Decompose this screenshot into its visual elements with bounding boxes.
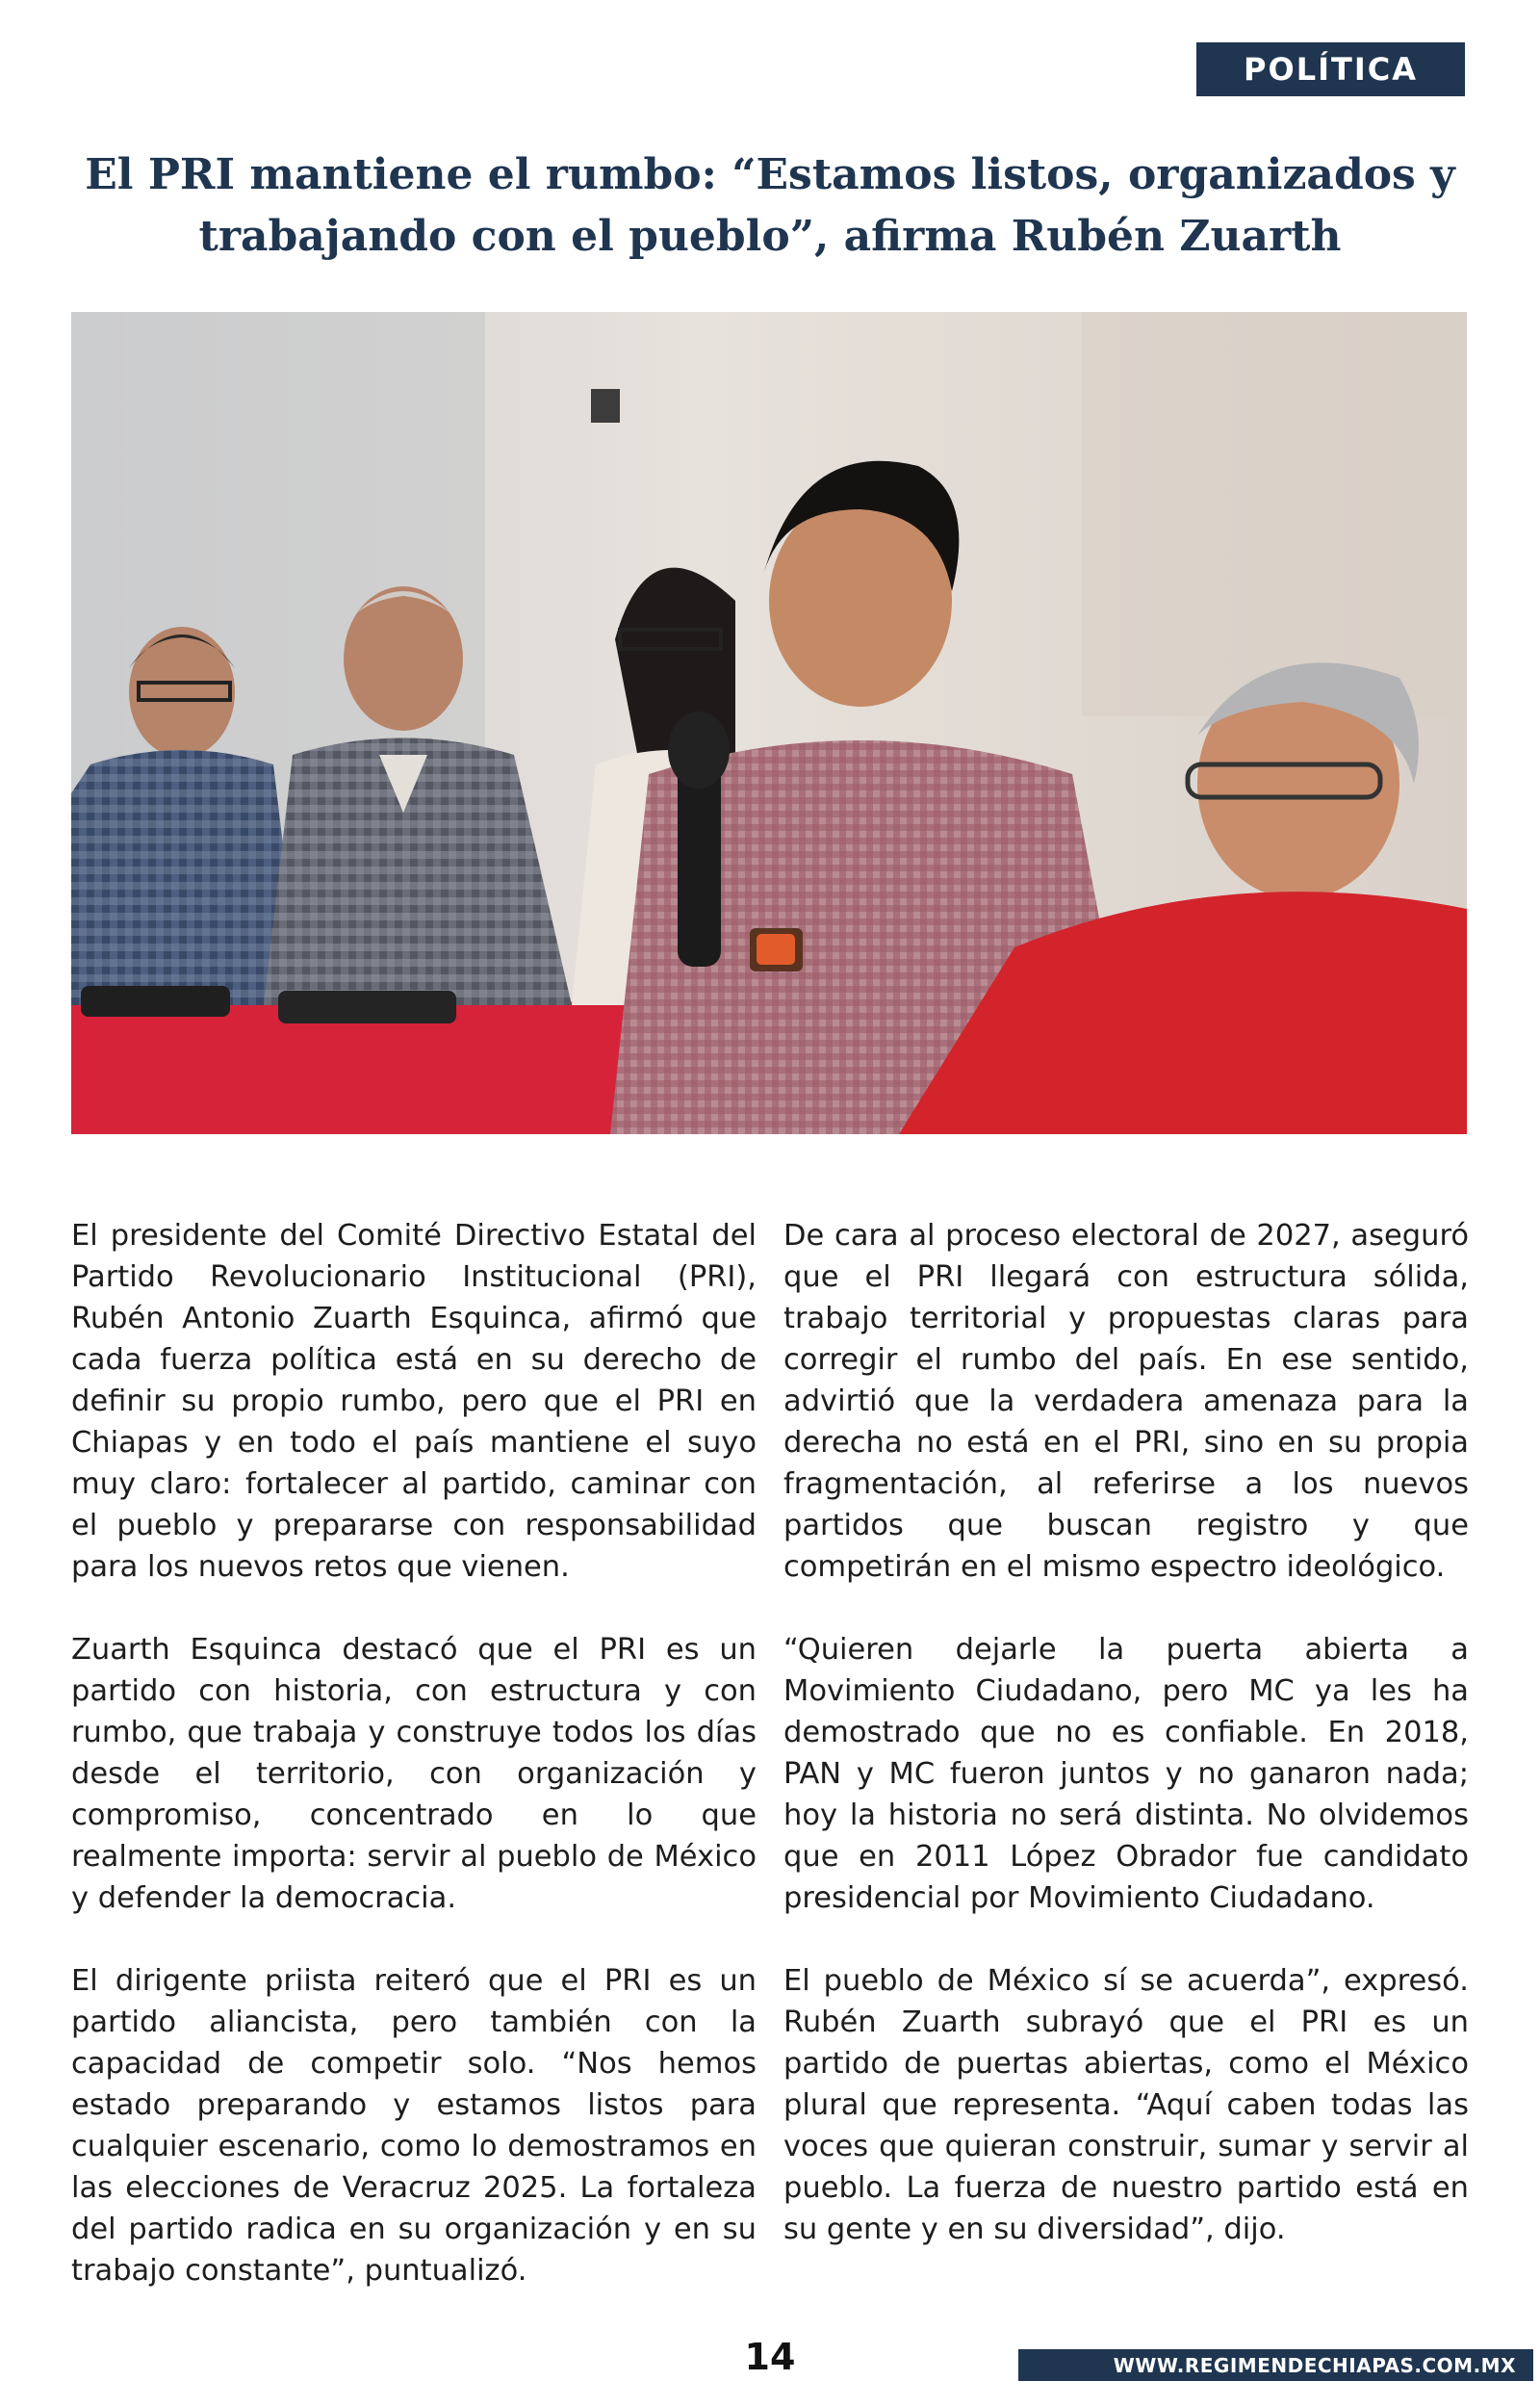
press-conference-illustration	[71, 312, 1467, 1134]
article-photo	[71, 312, 1467, 1134]
article-paragraph: El dirigente priista reiteró que el PRI es un partido aliancista, pero también con la capacidad de competir solo. “Nos hemos estado preparando y estamos listos para cualquier escenario, como lo demostramos en las elecciones de Veracruz 2025. La fortaleza del partido radica en su organización y en su trabajo constante”, puntualizó.	[71, 1964, 757, 2288]
website-url[interactable]: WWW.REGIMENDECHIAPAS.COM.MX	[1018, 2349, 1533, 2381]
article-paragraph: El presidente del Comité Directivo Estatal del Partido Revolucionario Institucional (PRI), Rubén Antonio Zuarth Esquinca, afirmó que cada fuerza política está en su derecho de definir su propio rumbo, pero que el PRI en Chiapas y en todo el país mantiene el suyo muy claro: fortalecer al partido, caminar con el pueblo y prepararse con responsabilidad para los nuevos retos que vienen.	[71, 1219, 757, 1584]
article-paragraph: Zuarth Esquinca destacó que el PRI es un partido con historia, con estructura y con rumbo, que trabaja y construye todos los días desde el territorio, con organización y compromiso, concentrado en lo que realmente importa: servir al pueblo de México y defender la democracia.	[71, 1633, 757, 1915]
article-column-right	[783, 1215, 1469, 2250]
article-column-left	[71, 1215, 757, 2291]
phone	[278, 991, 456, 1023]
article-paragraph: El pueblo de México sí se acuerda”, expresó. Rubén Zuarth subrayó que el PRI es un partido de puertas abiertas, como el México plural que representa. “Aquí caben todas las voces que quieran construir, sumar y servir al pueblo. La fuerza de nuestro partido está en su gente y en su diversidad”, dijo.	[783, 1964, 1469, 2246]
page-number: 14	[744, 2336, 796, 2378]
section-tag: POLÍTICA	[1196, 42, 1465, 96]
article-headline: El PRI mantiene el rumbo: “Estamos listos, organizados y trabajando con el pueblo”, afirma Rubén Zuarth	[85, 150, 1455, 261]
wall-outlet	[591, 389, 620, 423]
article-paragraph: “Quieren dejarle la puerta abierta a Movimiento Ciudadano, pero MC ya les ha demostrado que no es confiable. En 2018, PAN y MC fueron juntos y no ganaron nada; hoy la historia no será distinta. No olvidemos que en 2011 López Obrador fue candidato presidencial por Movimiento Ciudadano.	[783, 1633, 1469, 1915]
phone	[81, 986, 230, 1017]
article-paragraph: De cara al proceso electoral de 2027, aseguró que el PRI llegará con estructura sólida, trabajo territorial y propuestas claras para corregir el rumbo del país. En ese sentido, advirtió que la verdadera amenaza para la derecha no está en el PRI, sino en su propia fragmentación, al referirse a los nuevos partidos que buscan registro y que competirán en el mismo espectro ideológico.	[783, 1219, 1469, 1584]
